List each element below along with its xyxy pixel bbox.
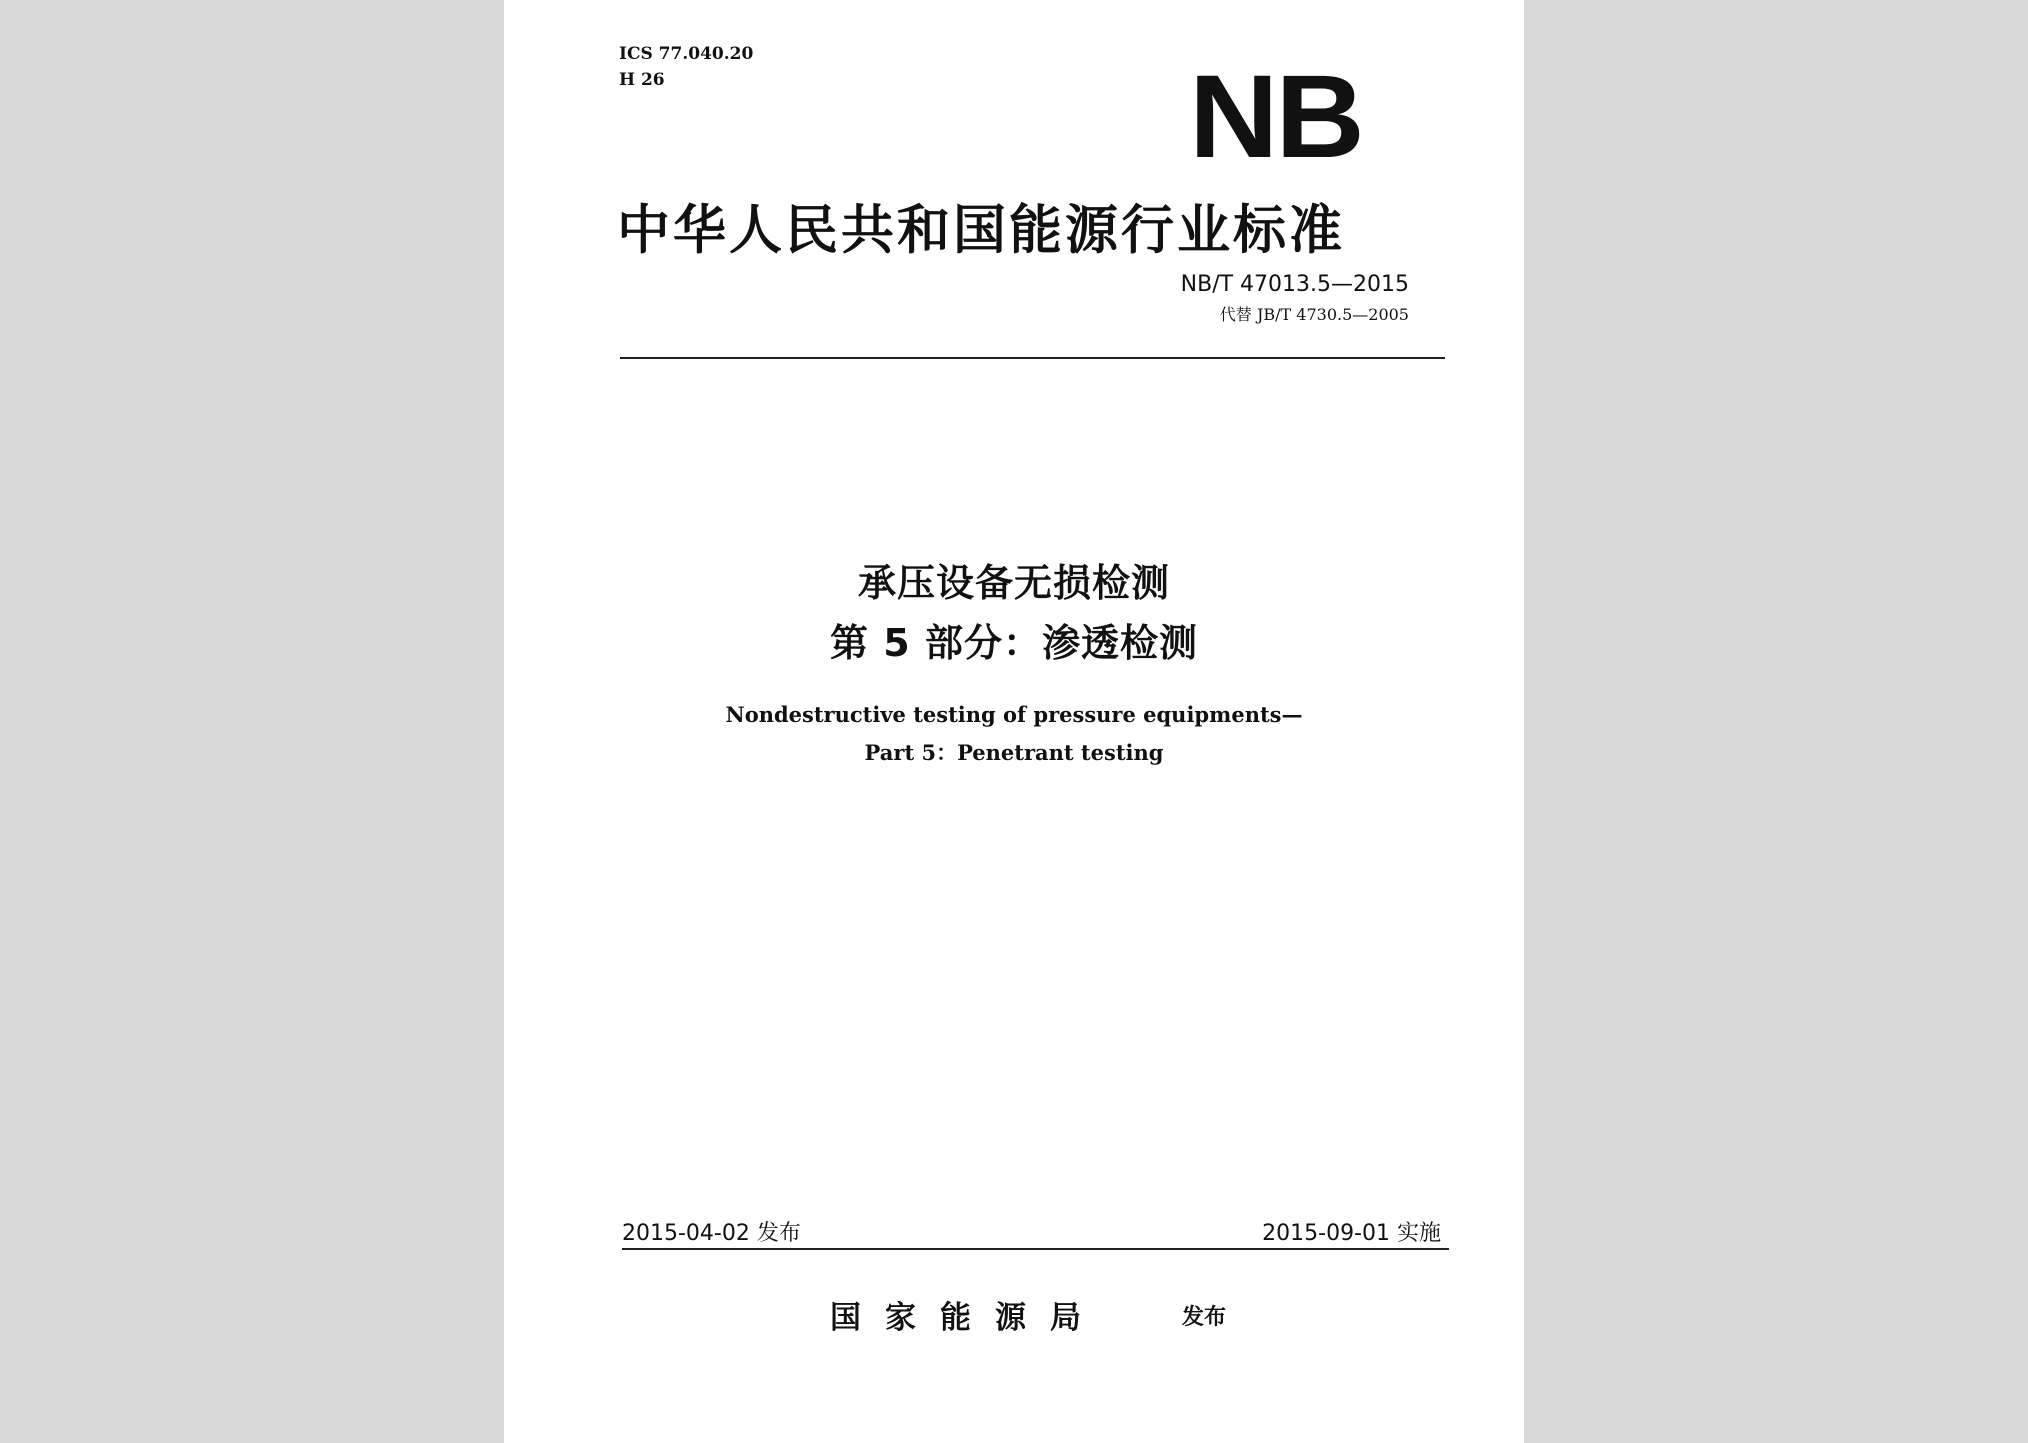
chinese-title-line2: 第 5 部分：渗透检测	[830, 621, 1198, 665]
standard-number: NB/T 47013.5—2015	[1180, 272, 1409, 297]
nb-logo: NB	[1189, 51, 1362, 183]
footer-divider	[622, 1248, 1449, 1250]
standard-category-title: 中华人民共和国能源行业标准	[617, 199, 1345, 261]
chinese-title-line1: 承压设备无损检测	[857, 561, 1170, 605]
publisher-name: 国家能源局	[830, 1300, 1105, 1336]
publisher-suffix: 发布	[1182, 1305, 1227, 1330]
english-title-line2: Part 5：Penetrant testing	[864, 740, 1164, 765]
english-title-line1: Nondestructive testing of pressure equipments—	[725, 702, 1303, 727]
header-divider	[620, 357, 1445, 359]
implementation-date: 2015-09-01 实施	[1262, 1221, 1441, 1246]
document-page	[504, 0, 1524, 1443]
issue-date: 2015-04-02 发布	[622, 1221, 801, 1246]
ccs-code: H 26	[619, 70, 665, 90]
replaces-standard: 代替 JB/T 4730.5—2005	[1219, 305, 1409, 324]
ics-code: ICS 77.040.20	[619, 44, 754, 64]
